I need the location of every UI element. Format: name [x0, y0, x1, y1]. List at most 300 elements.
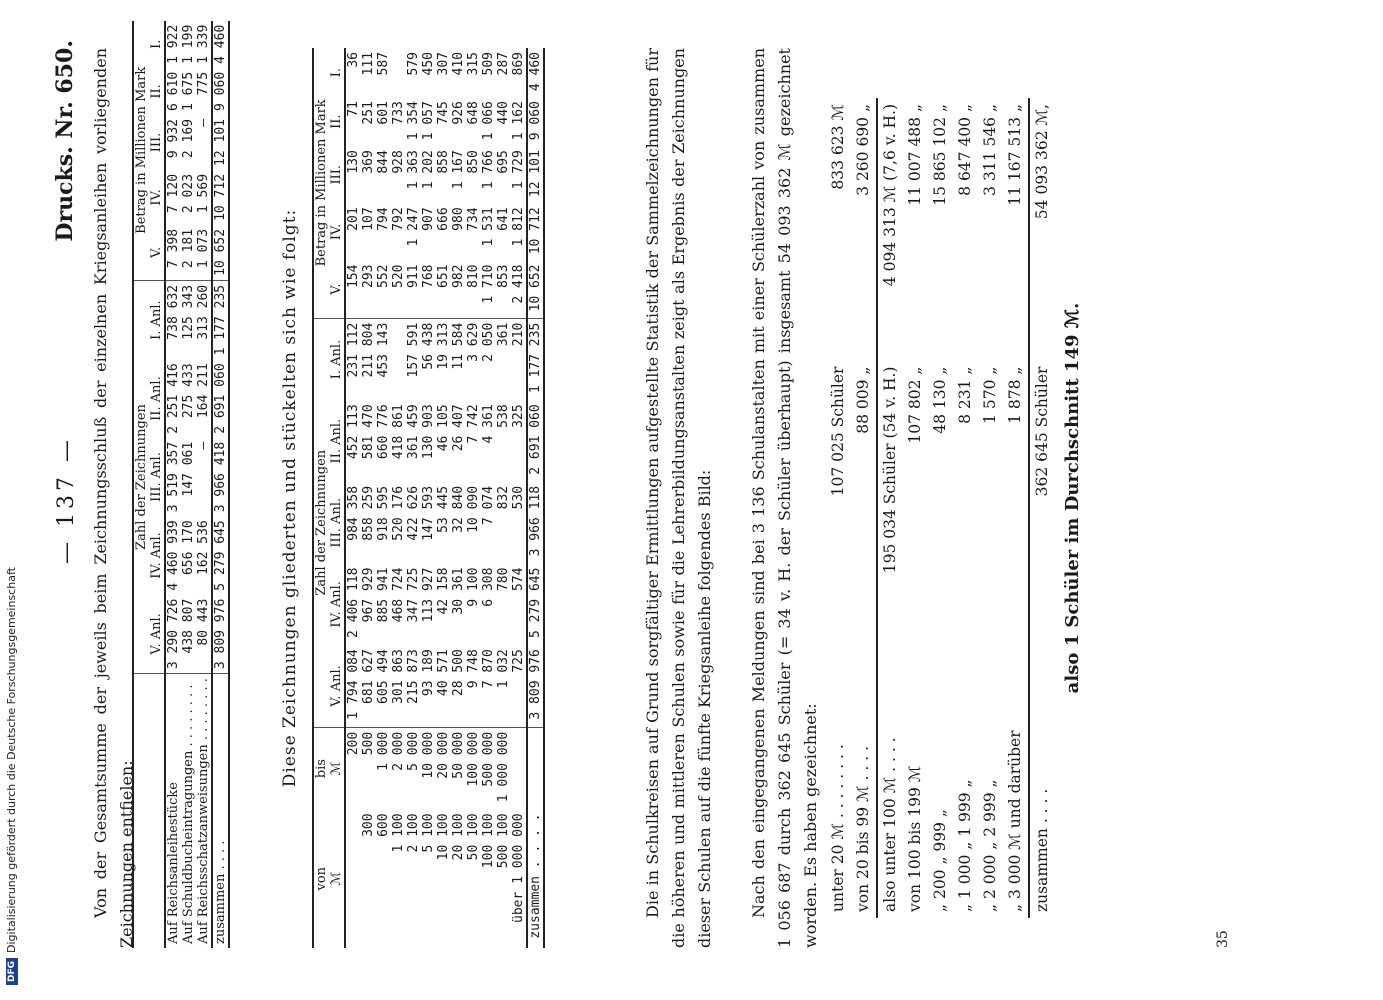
- statistics-count: 195 034 Schüler (54 v. H.): [881, 366, 899, 574]
- average-line: also 1 Schüler im Durchschnitt 149 ℳ.: [1062, 302, 1083, 694]
- table2-count-header: III. Anl.: [329, 497, 344, 548]
- table-row: [511, 48, 527, 948]
- amount-cell: 579: [406, 52, 421, 76]
- amount-cell: 928: [391, 150, 406, 174]
- amount-cell: 251: [361, 101, 376, 125]
- range-to: [527, 727, 544, 809]
- amount-cell: 10 712: [213, 173, 228, 221]
- table2-body: [345, 48, 544, 948]
- amount-cell: 745: [436, 101, 451, 125]
- count-cell: 80 443: [196, 598, 211, 646]
- count-cell: 7 870: [481, 649, 496, 689]
- count-cell: 468 724: [391, 567, 406, 623]
- statistics-range: „ 2 000 „ 2 999 „: [981, 779, 999, 912]
- count-cell: 681 627: [361, 649, 376, 704]
- statistics-count: 48 130 „: [931, 366, 949, 434]
- amount-cell: 440: [496, 101, 511, 125]
- table-row: [181, 21, 196, 948]
- amount-cell: 1 812: [511, 207, 526, 247]
- amount-cell: 6 610: [166, 71, 181, 111]
- statistics-sum: 4 094 313 ℳ (7,6 v. H.): [881, 104, 899, 287]
- table1-count-header: III. Anl.: [149, 452, 164, 502]
- amount-cell: 293: [361, 264, 376, 288]
- count-cell: 422 626: [406, 485, 421, 541]
- statistics-sum: 8 647 400 „: [956, 104, 974, 196]
- table2-amount-header: II.: [329, 114, 344, 129]
- statistics-row: [877, 98, 903, 918]
- amount-cell: 775: [196, 71, 211, 96]
- range-from: 10 100: [436, 813, 451, 861]
- amount-cell: 552: [376, 264, 391, 288]
- table-row: [212, 21, 229, 948]
- statistics-count: 88 009 „: [854, 366, 872, 434]
- count-cell: 56 438: [421, 318, 436, 400]
- count-cell: 162 536: [196, 520, 211, 576]
- count-cell: 3 629: [466, 318, 481, 400]
- table-by-form: [132, 21, 230, 948]
- statistics-row: [978, 98, 1003, 918]
- count-cell: 832: [496, 485, 511, 510]
- statistics-range: von 20 bis 99 ℳ . . . .: [854, 745, 872, 912]
- table1-count-header: II. Anl.: [149, 376, 164, 421]
- statistics-row: [851, 98, 877, 918]
- count-cell: 53 445: [436, 485, 451, 533]
- range-to: 10 000: [421, 727, 436, 809]
- count-cell: 438 807: [181, 598, 196, 654]
- count-cell: [391, 318, 406, 400]
- count-cell: 1 794 084: [346, 649, 361, 720]
- count-cell: 858 259: [361, 485, 376, 541]
- count-cell: 301 863: [391, 649, 406, 704]
- statistics-sum: 11 167 513 „: [1006, 104, 1024, 206]
- amount-cell: 154: [346, 264, 361, 288]
- table2-amount-header: I.: [329, 67, 344, 78]
- amount-cell: 520: [391, 264, 406, 288]
- amount-cell: 12 101: [213, 118, 228, 166]
- amount-cell: 369: [361, 150, 376, 174]
- table-row: [196, 21, 212, 948]
- amount-cell: 10 652: [528, 264, 543, 312]
- count-cell: 5 279 645: [213, 520, 228, 591]
- table-by-size: [312, 48, 545, 948]
- count-cell: 3 966 118: [528, 485, 543, 557]
- amount-cell: 1 057: [421, 101, 436, 141]
- count-cell: 984 358: [346, 485, 361, 541]
- table-row: [376, 48, 391, 948]
- range-from: über 1 000 000: [511, 813, 526, 923]
- table2-amount-header: IV.: [329, 223, 344, 241]
- statistics-sum: 3 260 690 „: [854, 104, 872, 196]
- range-from: 20 100: [451, 813, 466, 861]
- table1-body: [165, 21, 229, 948]
- count-cell: 361: [496, 318, 511, 400]
- statistics-sum: 833 623 ℳ: [829, 104, 847, 190]
- amount-cell: 450: [421, 52, 436, 76]
- amount-cell: 2 418: [511, 264, 526, 304]
- amount-cell: 287: [496, 52, 511, 76]
- amount-cell: 36: [346, 52, 361, 68]
- amount-cell: 201: [346, 207, 361, 231]
- count-cell: 1 032: [496, 649, 511, 689]
- table2-amount-header: V.: [329, 283, 344, 295]
- range-to: 100 000: [466, 727, 481, 809]
- count-cell: 574: [511, 567, 526, 592]
- amount-cell: 1 167: [451, 150, 466, 190]
- count-cell: 6 308: [481, 567, 496, 607]
- amount-cell: 1 339: [196, 24, 211, 64]
- range-from: 600: [376, 813, 391, 837]
- count-cell: 660 776: [376, 404, 391, 460]
- count-cell: 3 519 357: [166, 441, 181, 513]
- count-cell: 780: [496, 567, 511, 592]
- statistics-count: 1 570 „: [981, 366, 999, 424]
- table2-count-header: II. Anl.: [329, 418, 344, 464]
- dfg-logo: DFG: [6, 958, 18, 985]
- range-from: 1 100: [391, 813, 406, 853]
- table1-count-header: IV. Anl.: [149, 532, 164, 579]
- amount-cell: 982: [451, 264, 466, 288]
- statistics-range: „ 3 000 ℳ und darüber: [1006, 730, 1024, 912]
- count-cell: 656 170: [181, 520, 196, 576]
- count-cell: 46 105: [436, 404, 451, 452]
- statistics-count: 107 025 Schüler: [829, 366, 847, 497]
- table-row: [361, 48, 376, 948]
- footer-text: Digitalisierung gefördert durch die Deutsche Forschungsgemeinschaft: [5, 567, 18, 953]
- count-cell: 19 313: [436, 318, 451, 400]
- statistics-range: also unter 100 ℳ . . . .: [881, 737, 899, 912]
- table-row: [436, 48, 451, 948]
- count-cell: 453 143: [376, 318, 391, 400]
- amount-cell: 4 460: [213, 24, 228, 64]
- scanned-page: [40, 22, 1250, 978]
- amount-cell: 980: [451, 207, 466, 231]
- statistics-range: unter 20 ℳ . . . . . . . .: [829, 744, 847, 912]
- amount-cell: 651: [436, 264, 451, 288]
- amount-cell: 853: [496, 264, 511, 288]
- count-cell: 738 632: [165, 280, 181, 359]
- amount-cell: 1 729: [511, 150, 526, 190]
- count-cell: 9 748: [466, 649, 481, 689]
- count-cell: 1 177 235: [212, 280, 229, 359]
- count-cell: 361 459: [406, 404, 421, 460]
- count-cell: 28 500: [451, 649, 466, 697]
- count-cell: 967 929: [361, 567, 376, 623]
- count-cell: —: [196, 441, 211, 450]
- amount-cell: 1 363: [406, 150, 421, 190]
- amount-cell: 7 120: [166, 173, 181, 214]
- range-to: 50 000: [451, 727, 466, 809]
- amount-cell: —: [196, 118, 211, 127]
- count-cell: 5 279 645: [528, 567, 543, 638]
- range-from: [345, 809, 361, 948]
- count-cell: 3 290 726: [166, 598, 181, 670]
- range-to: 1 000: [376, 727, 391, 809]
- amount-cell: 733: [391, 101, 406, 125]
- amount-cell: 587: [376, 52, 391, 76]
- count-cell: 3 966 418: [213, 441, 228, 513]
- table2-count-header: IV. Anl.: [329, 581, 344, 628]
- table1-group-count: Zahl der Zeichnungen: [133, 280, 149, 673]
- intro-text: Von der Gesamtsumme der jeweils beim Zeichnungsschluß der einzelnen Kriegsanleihen vorliegenden Zeichnungen entfielen:: [91, 48, 136, 948]
- count-cell: 130 903: [421, 404, 436, 460]
- amount-cell: 850: [466, 150, 481, 174]
- count-cell: 4 361: [481, 404, 496, 444]
- count-cell: 2 251 416: [166, 363, 181, 434]
- count-cell: 7 742: [466, 404, 481, 444]
- count-cell: 2 050: [481, 318, 496, 400]
- amount-cell: 1 569: [196, 173, 211, 214]
- amount-cell: 4 460: [528, 52, 543, 92]
- table-row: [466, 48, 481, 948]
- row-label: Auf Reichsschatzanweisungen . . . . . . . .: [196, 674, 212, 948]
- range-to: 200: [345, 727, 361, 809]
- count-cell: 347 725: [406, 567, 421, 623]
- table1-amount-header: I.: [149, 39, 164, 49]
- table2-count-header: I. Anl.: [329, 318, 345, 400]
- school-statistics-table: [826, 98, 1055, 918]
- amount-cell: 410: [451, 52, 466, 76]
- amount-cell: 509: [481, 52, 496, 76]
- range-from: 500 100: [496, 813, 511, 869]
- count-cell: 2 406 118: [346, 567, 361, 638]
- amount-cell: 794: [376, 207, 391, 231]
- count-cell: 215 873: [406, 649, 421, 704]
- amount-cell: 1 710: [481, 264, 496, 304]
- row-label: zusammen . . . .: [212, 674, 229, 948]
- statistics-range: zusammen . . . .: [1033, 788, 1051, 912]
- amount-cell: 71: [346, 101, 361, 117]
- statistics-row: [826, 98, 851, 918]
- table1-corner: [133, 674, 165, 948]
- count-cell: 418 861: [391, 404, 406, 460]
- amount-cell: 9 060: [213, 71, 228, 111]
- table1-count-header: V. Anl.: [149, 613, 164, 655]
- amount-cell: 1 354: [406, 101, 421, 141]
- count-cell: 40 571: [436, 649, 451, 697]
- amount-cell: 1 247: [406, 207, 421, 247]
- range-to: 20 000: [436, 727, 451, 809]
- table2-caption: Diese Zeichnungen gliederten und stückelten sich wie folgt:: [280, 208, 300, 788]
- table2-col-to: bis: [313, 727, 329, 809]
- table2-unit-to: ℳ: [329, 727, 345, 809]
- count-cell: 275 433: [181, 363, 196, 419]
- statistics-count: 362 645 Schüler: [1033, 366, 1051, 497]
- count-cell: 605 494: [376, 649, 391, 704]
- sheet-number: 35: [1215, 930, 1231, 948]
- count-cell: 164 211: [196, 363, 211, 419]
- count-cell: 210: [511, 318, 527, 400]
- amount-cell: 1 766: [481, 150, 496, 190]
- count-cell: 7 074: [481, 485, 496, 526]
- amount-cell: 10 652: [213, 228, 228, 276]
- count-cell: 231 112: [345, 318, 361, 400]
- table2-count-header: V. Anl.: [329, 665, 344, 707]
- amount-cell: 1 162: [511, 101, 526, 141]
- count-cell: 125 343: [181, 280, 196, 359]
- amount-cell: 641: [496, 207, 511, 231]
- amount-cell: 911: [406, 264, 421, 288]
- statistics-range: „ 1 000 „ 1 999 „: [956, 779, 974, 912]
- table1-group-amount: Betrag in Millionen Mark: [134, 66, 149, 234]
- statistics-sum: 54 093 362 ℳ,: [1033, 104, 1051, 220]
- table1-amount-header: III.: [149, 132, 164, 153]
- amount-cell: 111: [361, 52, 376, 76]
- drucksache-number: Drucks. Nr. 650.: [52, 40, 78, 242]
- count-cell: 325: [511, 404, 526, 428]
- statistics-range: von 100 bis 199 ℳ: [906, 765, 924, 912]
- table2-amount-header: III.: [329, 164, 344, 185]
- range-from: 300: [361, 813, 376, 837]
- amount-cell: 869: [511, 52, 526, 76]
- school-statistics-summary: Nach den eingegangenen Meldungen sind bei 3 136 Schulanstalten mit einer Schülerzahl von zusammen 1 056 687 durch 362 645 Schüler (= 34 v. H. der Schüler überhaupt) insgesamt 54 093 362 ℳ gezeichnet worden. Es haben gezeichnet:: [749, 48, 820, 948]
- count-cell: 1 177 235: [527, 318, 544, 400]
- table-row: [345, 48, 361, 948]
- table-row: [451, 48, 466, 948]
- statistics-row: [928, 98, 953, 918]
- amount-cell: 792: [391, 207, 406, 231]
- range-to: 2 000: [391, 727, 406, 809]
- amount-cell: 9 060: [528, 101, 543, 141]
- count-cell: 42 158: [436, 567, 451, 615]
- amount-cell: 1 922: [166, 24, 181, 64]
- table1-amount-header: II.: [149, 84, 164, 99]
- amount-cell: 734: [466, 207, 481, 231]
- statistics-row: [1029, 98, 1055, 918]
- amount-cell: 2 169: [181, 118, 196, 159]
- amount-cell: 844: [376, 150, 391, 174]
- statistics-row: [1003, 98, 1029, 918]
- amount-cell: 695: [496, 150, 511, 174]
- digitization-footer: [0, 0, 22, 1000]
- range-from: 50 100: [466, 813, 481, 861]
- amount-cell: 12 101: [528, 150, 543, 198]
- count-cell: 530: [511, 485, 526, 510]
- count-cell: 147 061: [181, 441, 196, 497]
- amount-cell: 858: [436, 150, 451, 174]
- amount-cell: 7 398: [166, 228, 181, 269]
- count-cell: 538: [496, 404, 511, 428]
- page-number: — 137 —: [54, 436, 79, 564]
- count-cell: 4 460 939: [166, 520, 181, 591]
- amount-cell: 1 199: [181, 24, 196, 64]
- statistics-row: [953, 98, 978, 918]
- range-to: [511, 727, 527, 809]
- amount-cell: 315: [466, 52, 481, 76]
- amount-cell: [391, 48, 406, 97]
- amount-cell: 1 066: [481, 101, 496, 141]
- count-cell: 30 361: [451, 567, 466, 615]
- statistics-count: 107 802 „: [906, 366, 924, 444]
- range-from: 5 100: [421, 813, 436, 853]
- amount-cell: 666: [436, 207, 451, 231]
- count-cell: 2 691 060: [213, 363, 228, 434]
- amount-cell: 601: [376, 101, 391, 125]
- amount-cell: 1 675: [181, 71, 196, 111]
- amount-cell: 1 202: [421, 150, 436, 190]
- table2-column-headers: [329, 48, 345, 948]
- school-statistics-intro: Die in Schulkreisen auf Grund sorgfältiger Ermittlungen aufgestellte Statistik der Sammelzeichnungen für die höheren und mittleren Schulen sowie für die Lehrerbildungsanstalten zeigt als Ergebnis der Zeichnungen dieser Schulen auf die fünfte Kriegsanleihe folgendes Bild:: [643, 48, 714, 948]
- table-row: [496, 48, 511, 948]
- amount-cell: 648: [466, 101, 481, 125]
- count-cell: 520 176: [391, 485, 406, 541]
- count-cell: 10 090: [466, 485, 481, 533]
- amount-cell: 10 712: [528, 207, 543, 255]
- count-cell: 918 595: [376, 485, 391, 541]
- statistics-sum: 3 311 546 „: [981, 104, 999, 196]
- table1-amount-header: IV.: [149, 189, 164, 206]
- statistics-count: 8 231 „: [956, 366, 974, 424]
- range-from: 100 100: [481, 813, 496, 869]
- count-cell: 9 100: [466, 567, 481, 607]
- amount-cell: 307: [436, 52, 451, 76]
- count-cell: 147 593: [421, 485, 436, 541]
- table2-unit-from: ℳ: [329, 871, 344, 886]
- table2-group-count: Zahl der Zeichnungen: [313, 318, 329, 727]
- statistics-sum: 11 007 488 „: [906, 104, 924, 206]
- amount-cell: 2 023: [181, 173, 196, 214]
- table-row: [391, 48, 406, 948]
- table2-group-amount: Betrag in Millionen Mark: [314, 99, 329, 267]
- range-from: 2 100: [406, 813, 421, 853]
- table-row: [527, 48, 544, 948]
- table2-col-from: von: [314, 866, 329, 891]
- count-cell: 2 691 060: [528, 404, 543, 475]
- count-cell: 93 189: [421, 649, 436, 697]
- count-cell: 11 584: [451, 318, 466, 400]
- amount-cell: 810: [466, 264, 481, 288]
- amount-cell: 1 073: [196, 228, 211, 269]
- row-label: Auf Schuldbucheintragungen . . . . . . . .: [181, 674, 196, 948]
- amount-cell: 907: [421, 207, 436, 231]
- range-to: 1 000 000: [496, 727, 511, 809]
- count-cell: 26 407: [451, 404, 466, 452]
- table-row: [481, 48, 496, 948]
- amount-cell: 2 181: [181, 228, 196, 269]
- range-to: 5 000: [406, 727, 421, 809]
- count-cell: 313 260: [196, 280, 212, 359]
- table1-count-header: I. Anl.: [149, 280, 165, 359]
- amount-cell: 768: [421, 264, 436, 288]
- count-cell: 157 591: [406, 318, 421, 400]
- amount-cell: 130: [346, 150, 361, 174]
- statistics-sum: 15 865 102 „: [931, 104, 949, 206]
- amount-cell: 9 932: [166, 118, 181, 159]
- count-cell: 113 927: [421, 567, 436, 623]
- table-row: [406, 48, 421, 948]
- range-to: 500 000: [481, 727, 496, 809]
- amount-cell: 1 531: [481, 207, 496, 247]
- range-to: 500: [361, 727, 376, 809]
- count-cell: 3 809 976: [528, 649, 543, 720]
- table-row: [165, 21, 181, 948]
- count-cell: 725: [511, 649, 526, 673]
- table-row: [421, 48, 436, 948]
- row-label: Auf Reichsanleihestücke: [165, 674, 181, 948]
- statistics-row: [903, 98, 928, 918]
- count-cell: 581 470: [361, 404, 376, 460]
- count-cell: 885 941: [376, 567, 391, 623]
- range-from: zusammen . . . .: [528, 813, 543, 939]
- count-cell: 452 113: [346, 404, 361, 460]
- statistics-count: 1 878 „: [1006, 366, 1024, 424]
- table1-amount-header: V.: [149, 246, 164, 259]
- amount-cell: 107: [361, 207, 376, 231]
- amount-cell: 926: [451, 101, 466, 125]
- count-cell: 32 840: [451, 485, 466, 533]
- statistics-range: „ 200 „ 999 „: [931, 809, 949, 912]
- count-cell: 211 804: [361, 318, 376, 400]
- count-cell: 3 809 976: [213, 598, 228, 670]
